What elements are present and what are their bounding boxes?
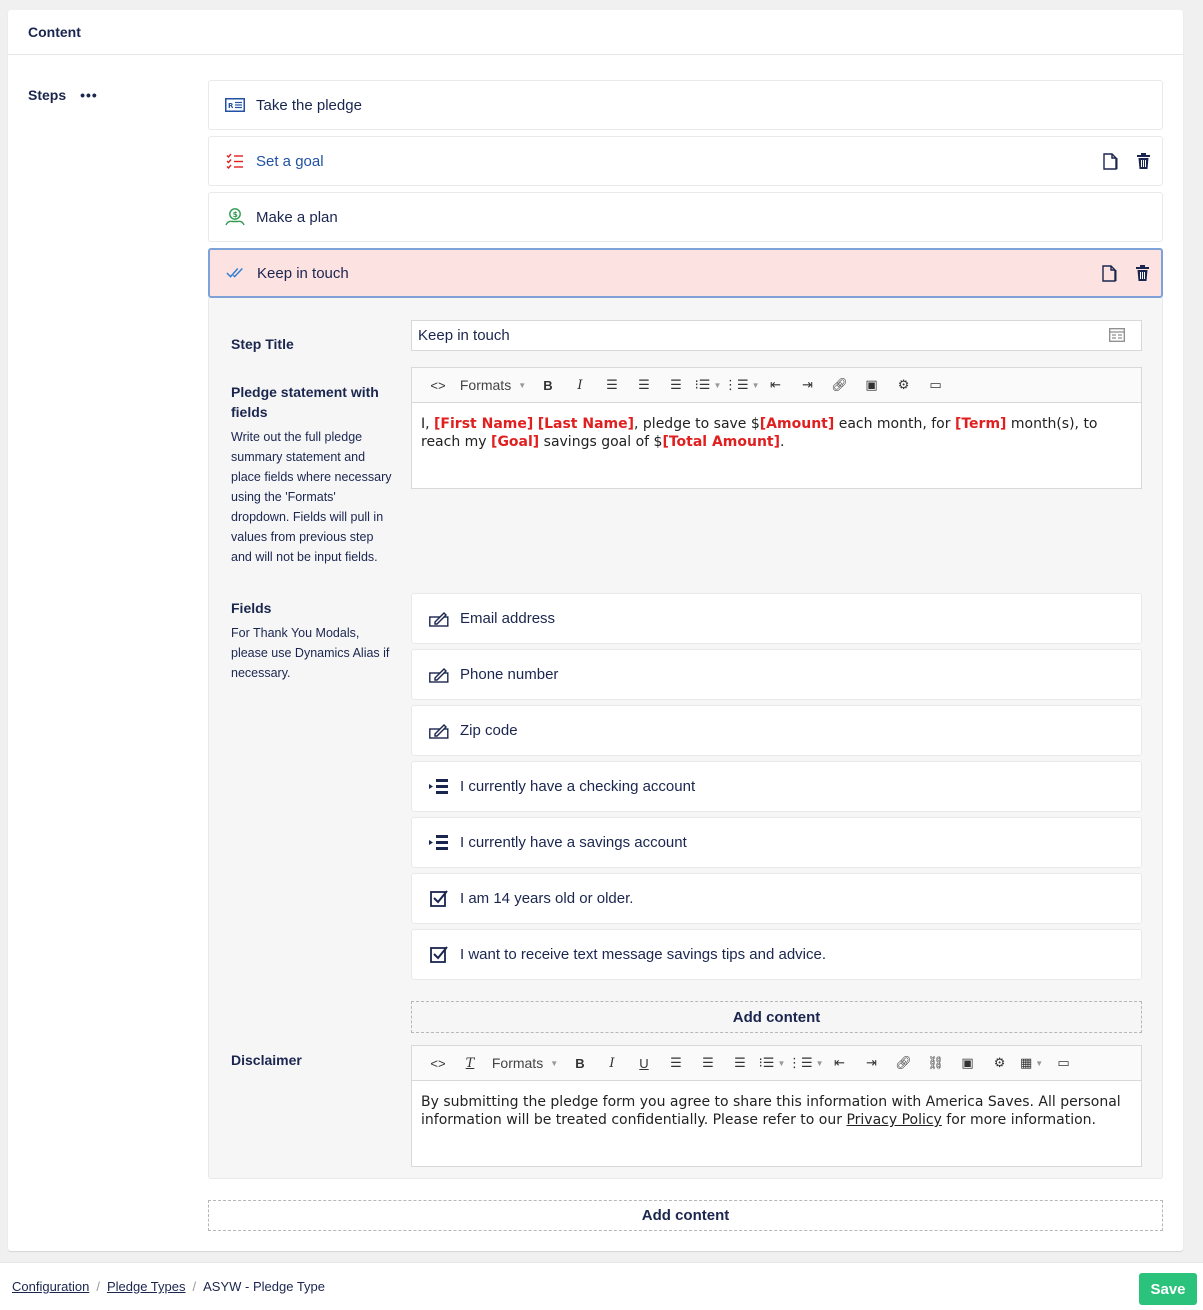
align-center-icon[interactable]: ☰ — [702, 1055, 714, 1070]
fields-label: Fields — [231, 600, 272, 616]
edit-field-icon — [428, 721, 450, 741]
disclaimer-editor — [411, 1045, 1142, 1167]
breadcrumb-configuration[interactable]: Configuration — [12, 1279, 90, 1294]
step-set-a-goal[interactable] — [208, 136, 1163, 186]
step-title-label: Step Title — [231, 336, 294, 352]
pledge-statement-label: Pledge statement with fields — [231, 384, 379, 420]
disclaimer-content[interactable]: By submitting the pledge form you agree to share this information with America Saves. All personal information will be treated confidentially. Please refer to our Privacy Policy for more information. — [421, 1094, 1121, 1128]
checklist-icon — [225, 151, 245, 171]
italic-button[interactable]: I — [577, 377, 583, 393]
money-person-icon — [225, 207, 245, 227]
image-icon[interactable]: ▣ — [961, 1055, 974, 1070]
field-goal: [Goal] — [491, 434, 540, 450]
bullet-list-icon[interactable]: ⁝☰ ▼ — [694, 377, 722, 392]
field-item-zip[interactable]: Zip code — [411, 705, 1142, 756]
align-center-icon[interactable]: ☰ — [638, 377, 650, 392]
numbered-list-icon[interactable]: ⋮☰ ▼ — [724, 377, 760, 392]
checkbox-icon — [428, 945, 450, 965]
breadcrumb-current: ASYW - Pledge Type — [203, 1279, 325, 1294]
field-amount: [Amount] — [759, 416, 835, 432]
preview-icon[interactable]: ▭ — [1057, 1055, 1070, 1070]
field-item-savings-account[interactable]: I currently have a savings account — [411, 817, 1142, 868]
preview-icon[interactable]: ▭ — [929, 377, 942, 392]
rte-toolbar — [412, 368, 1141, 403]
step-label: Make a plan — [256, 208, 338, 226]
checkbox-icon — [428, 889, 450, 909]
step-label: Take the pledge — [256, 96, 362, 114]
field-item-phone[interactable]: Phone number — [411, 649, 1142, 700]
rte-toolbar — [412, 1046, 1141, 1081]
field-first-name: [First Name] — [434, 416, 534, 432]
step-label: Set a goal — [256, 152, 324, 170]
bold-button[interactable]: B — [575, 1055, 585, 1071]
image-icon[interactable]: ▣ — [865, 377, 878, 392]
copy-icon[interactable] — [1103, 153, 1119, 170]
disclaimer-label: Disclaimer — [231, 1052, 302, 1068]
field-item-email[interactable]: Email address — [411, 593, 1142, 644]
steps-label: Steps — [28, 87, 67, 103]
field-term: [Term] — [954, 416, 1007, 432]
unlink-icon[interactable]: ⛓ — [927, 1055, 944, 1070]
field-last-name: [Last Name] — [537, 416, 635, 432]
bullet-list-icon[interactable]: ⁝☰ ▼ — [758, 1055, 786, 1070]
italic-button[interactable]: I — [609, 1055, 615, 1071]
step-make-a-plan[interactable] — [208, 192, 1163, 242]
link-icon[interactable]: 🔗︎ — [895, 1055, 912, 1070]
step-actions — [1102, 250, 1149, 296]
field-total-amount: [Total Amount] — [662, 434, 781, 450]
step-keep-in-touch[interactable] — [208, 248, 1163, 298]
table-icon[interactable]: ▦ ▼ — [1019, 1055, 1044, 1070]
double-check-icon — [226, 263, 246, 283]
panel-title: Content — [8, 10, 1183, 55]
content-panel — [8, 10, 1183, 1251]
step-editor — [208, 298, 1163, 1179]
edit-field-icon — [428, 609, 450, 629]
id-card-icon — [225, 95, 245, 115]
step-actions — [1103, 137, 1150, 185]
indent-icon[interactable]: ⇥ — [866, 1055, 878, 1070]
field-item-age[interactable]: I am 14 years old or older. — [411, 873, 1142, 924]
fields-add-content-button[interactable]: Add content — [411, 1001, 1142, 1033]
align-left-icon[interactable]: ☰ — [606, 377, 618, 392]
list-icon — [428, 777, 450, 797]
pledge-statement-description: Write out the full pledge summary statement and place fields where necessary using the 'Formats' dropdown. Fields will pull in values from previous step and will not be input fields. — [231, 430, 392, 564]
trash-icon[interactable] — [1136, 265, 1149, 281]
svg-text:$: $ — [232, 210, 238, 219]
align-left-icon[interactable]: ☰ — [670, 1055, 682, 1070]
outdent-icon[interactable]: ⇤ — [770, 377, 782, 392]
step-take-the-pledge[interactable] — [208, 80, 1163, 130]
privacy-policy-link[interactable]: Privacy Policy — [846, 1112, 942, 1128]
align-right-icon[interactable]: ☰ — [670, 377, 682, 392]
edit-field-icon — [428, 665, 450, 685]
source-code-button[interactable]: <> — [430, 377, 446, 393]
pledge-statement-content[interactable]: I, [First Name] [Last Name], pledge to save $[Amount] each month, for [Term] month(s), to reach my [Goal] savings goal of $[Total Amount]. — [421, 416, 1098, 450]
copy-icon[interactable] — [1102, 265, 1118, 282]
macro-icon[interactable]: ⚙ — [993, 1055, 1006, 1070]
bold-button[interactable]: B — [543, 377, 553, 393]
indent-icon[interactable]: ⇥ — [802, 377, 814, 392]
list-icon — [428, 833, 450, 853]
numbered-list-icon[interactable]: ⋮☰ ▼ — [788, 1055, 824, 1070]
field-item-text-tips[interactable]: I want to receive text message savings tips and advice. — [411, 929, 1142, 980]
source-code-button[interactable]: <> — [430, 1055, 446, 1071]
outdent-icon[interactable]: ⇤ — [834, 1055, 846, 1070]
step-title-input[interactable]: Keep in touch — [411, 320, 1142, 351]
formats-dropdown[interactable]: Formats ▼ — [491, 1055, 559, 1071]
fields-description: For Thank You Modals, please use Dynamics Alias if necessary. — [231, 626, 390, 680]
svg-text:R: R — [228, 102, 234, 110]
footer-bar — [0, 1262, 1203, 1310]
trash-icon[interactable] — [1137, 153, 1150, 169]
macro-icon[interactable]: ⚙ — [897, 377, 910, 392]
steps-header — [28, 87, 98, 103]
breadcrumb-pledge-types[interactable]: Pledge Types — [106, 1279, 186, 1294]
clear-format-icon[interactable]: T — [465, 1055, 475, 1071]
pledge-statement-editor — [411, 367, 1142, 489]
formats-dropdown[interactable]: Formats ▼ — [459, 377, 527, 393]
link-icon[interactable]: 🔗︎ — [831, 377, 848, 392]
text-field-icon — [1109, 328, 1125, 347]
underline-button[interactable]: U — [639, 1055, 649, 1071]
steps-add-content-button[interactable]: Add content — [208, 1200, 1163, 1231]
field-item-checking-account[interactable]: I currently have a checking account — [411, 761, 1142, 812]
steps-menu-button[interactable]: ••• — [80, 87, 98, 103]
step-label: Keep in touch — [257, 264, 349, 282]
save-button[interactable]: Save — [1139, 1273, 1197, 1305]
align-right-icon[interactable]: ☰ — [734, 1055, 746, 1070]
breadcrumb: Configuration / Pledge Types / ASYW - Pledge Type — [12, 1279, 325, 1294]
